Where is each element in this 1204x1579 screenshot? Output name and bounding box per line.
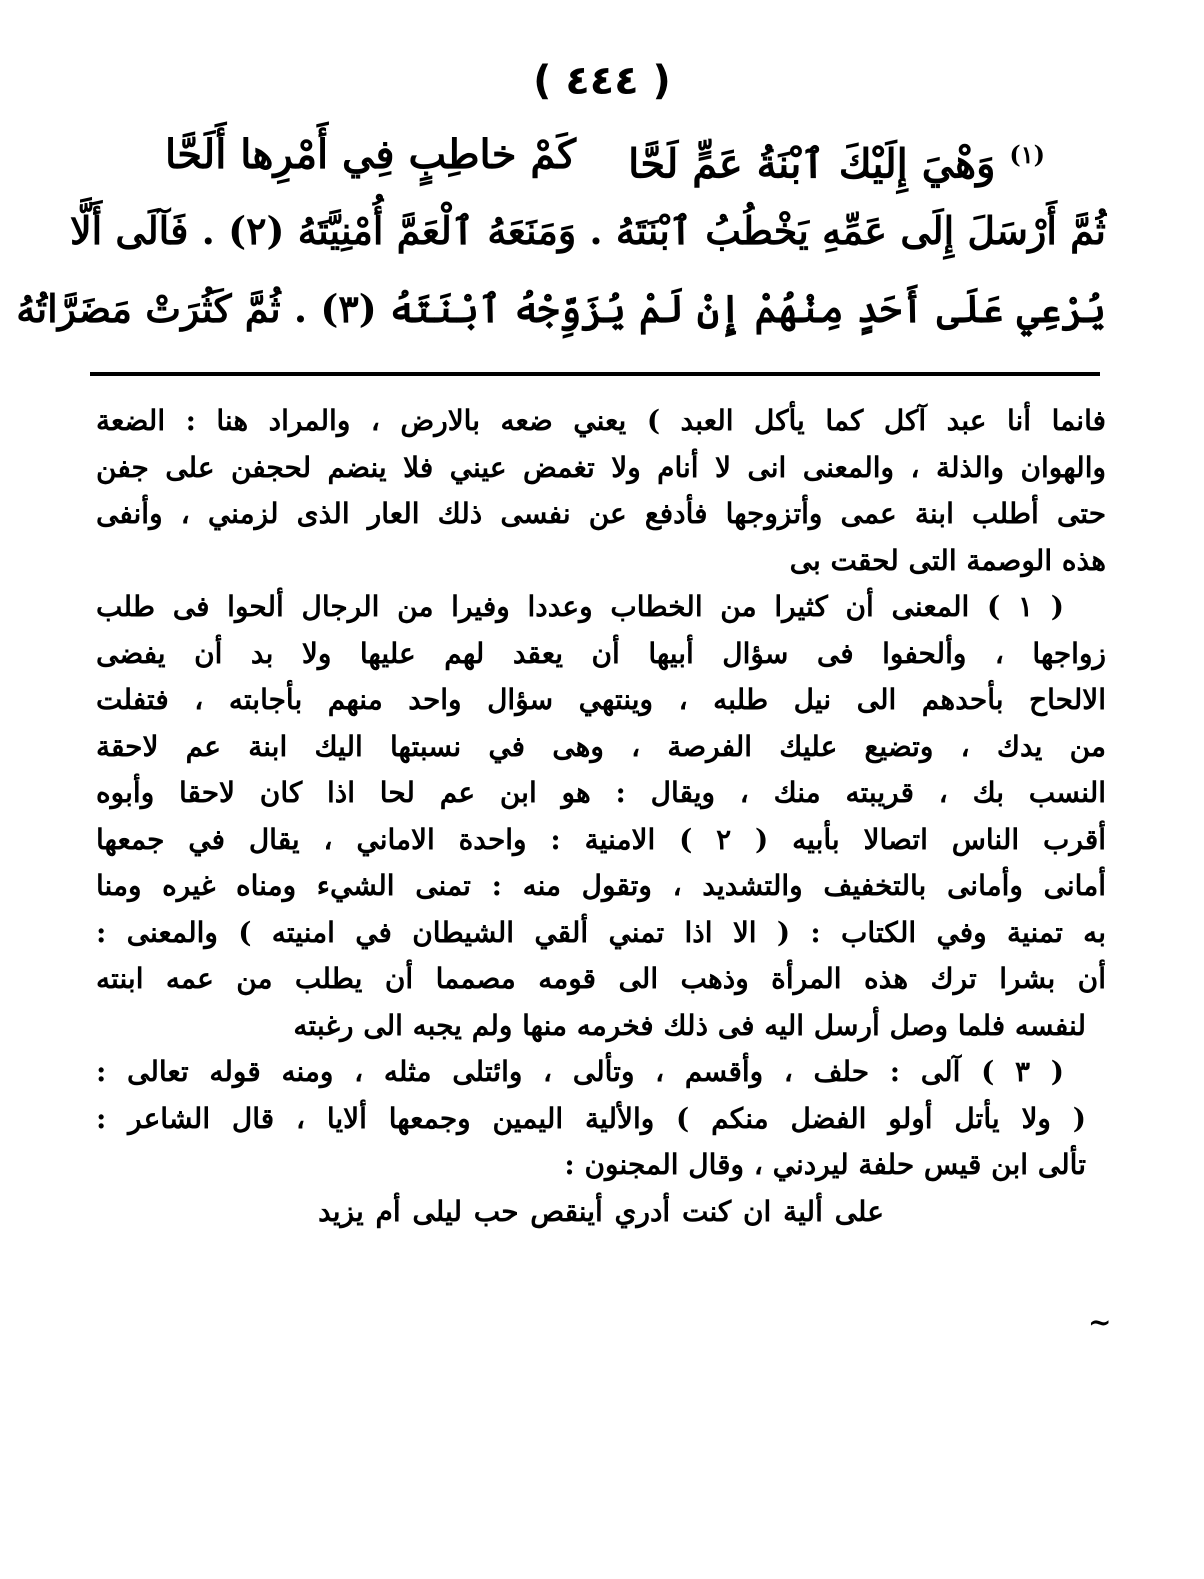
footnote-line: حتى أطلب ابنة عمى وأتزوجها فأدفع عن نفسى ذلك العار الذى لزمني ، وأنفى [96,497,1106,530]
stray-mark: ~ [1088,1306,1112,1339]
footnote-line: ( ولا يأتل أولو الفضل منكم ) والألية اليمين وجمعها ألايا ، قال الشاعر : [96,1101,1086,1135]
verse-right-text: وَهْيَ إِلَيْكَ ٱبْنَةُ عَمٍّ لَحَّا [628,140,996,188]
footnote-line: تألى ابن قيس حلفة ليردني ، وقال المجنون : [564,1148,1086,1181]
footnotes [96,398,1106,1235]
footnote-line: لنفسه فلما وصل أرسل اليه فى ذلك فخرمه منها ولم يجبه الى رغبته [293,1008,1086,1042]
footnote-line: الالحاح بأحدهم الى نيل طلبه ، وينتهي سؤال واحد منهم بأجابته ، فتفلت [96,683,1106,716]
footnote-line: أمانى وأمانى بالتخفيف والتشديد ، وتقول منه : تمنى الشيء ومناه غيره ومنا [96,869,1106,902]
footnote-line: فانما أنا عبد آكل كما يأكل العبد ) يعني ضعه بالارض ، والمراد هنا : الضعة [96,404,1106,437]
poem-verse [165,120,1045,199]
verse-left-hemistich: كَمْ خاطِبٍ فِي أَمْرِها أَلَحَّا [165,131,577,178]
footnote-line: والهوان والذلة ، والمعنى انى لا أنام ولا تغمض عيني فلا ينضم لحجفن على جفن [96,450,1106,484]
footnote-line: زواجها ، وألحفوا فى سؤال أبيها أن يعقد لهم عليها ولا بد أن يفضى [96,636,1106,670]
footnote-poem-line: على ألية ان كنت أدري أينقص حب ليلى أم يزيد [318,1194,884,1228]
main-text-line: يُرْعِي عَلَى أَحَدٍ مِنْهُمْ إِنْ لَمْ يُزَوِّجْهُ ٱبْنَتَهُ (٣) . ثُمَّ كَثُرَتْ مَضَرَّاتُهُ [16,286,1106,331]
footnote-line: من يدك ، وتضيع عليك الفرصة ، وهى في نسبتها اليك ابنة عم لاحقة [96,729,1106,763]
footnote-line: أن بشرا ترك هذه المرأة وذهب الى قومه مصمما أن يطلب من عمه ابنته [96,962,1106,995]
verse-right-hemistich [628,120,1045,199]
footnote-1: ( ١ ) المعنى أن كثيرا من الخطاب وعددا وفيرا من الرجال ألحوا فى طلب [96,590,1064,623]
footnote-line: هذه الوصمة التى لحقت بى [789,543,1106,577]
page-number: ( ٤٤٤ ) [533,58,671,104]
footnote-line: به تمنية وفي الكتاب : ( الا اذا تمني ألقي الشيطان في امنيته ) والمعنى : [96,915,1106,949]
footnote-2-line: أقرب الناس اتصالا بأبيه ( ٢ ) الامنية : واحدة الاماني ، يقال في جمعها [96,822,1106,856]
footnote-3: ( ٣ ) آلى : حلف ، وأقسم ، وتألى ، وائتلى مثله ، ومنه قوله تعالى : [96,1055,1064,1088]
main-text-line: ثُمَّ أَرْسَلَ إِلَى عَمِّهِ يَخْطُبُ ٱبْنَتَهُ . وَمَنَعَهُ ٱلْعَمَّ أُمْنِيَّتَهُ (٢) . فَآلَى أَلَّا [69,208,1106,253]
footnote-line: النسب بك ، قريبته منك ، ويقال : هو ابن عم لحا اذا كان لاحقا وأبوه [96,776,1106,809]
footnote-divider [90,372,1100,376]
footnote-marker-1: (١) [1009,140,1045,169]
main-text [16,192,1106,348]
